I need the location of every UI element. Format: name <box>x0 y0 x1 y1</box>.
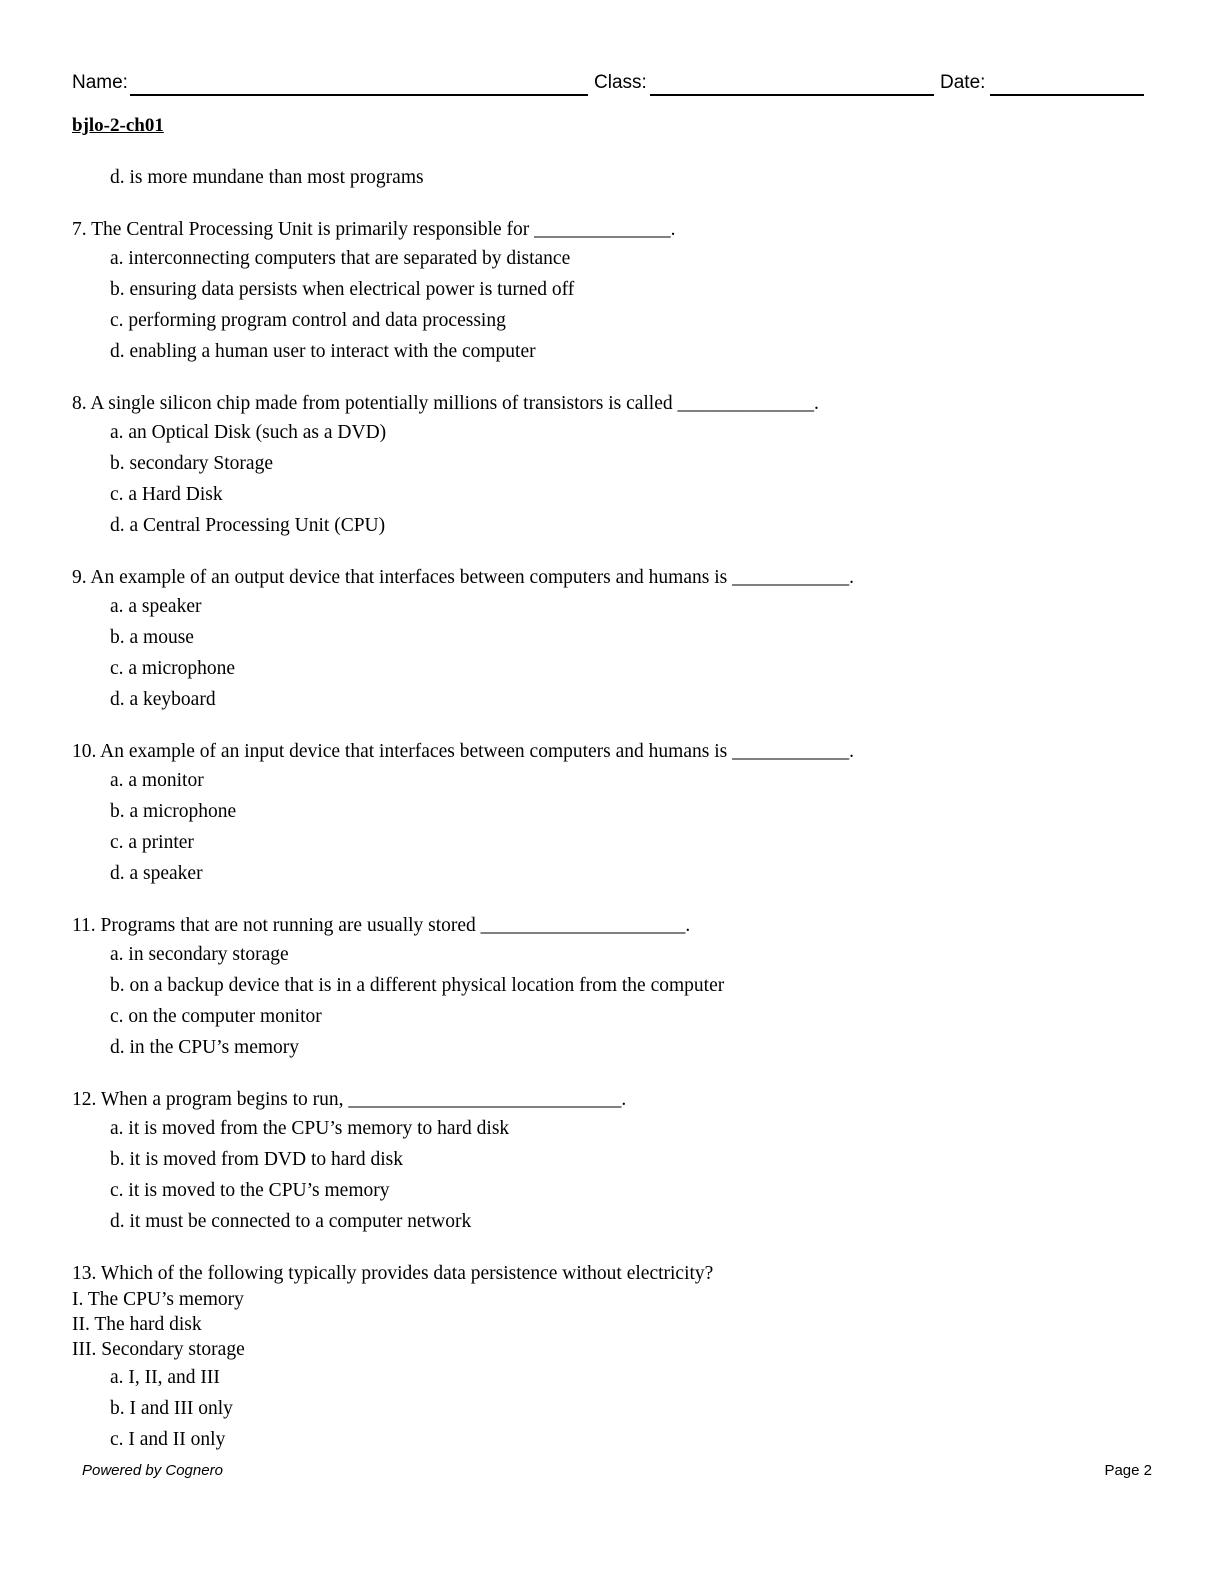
answer-option: d. enabling a human user to interact with the computer <box>110 341 536 362</box>
page-number: Page 2 <box>1104 1462 1152 1479</box>
student-info-header <box>72 72 1144 98</box>
question-statement: II. The hard disk <box>72 1314 202 1335</box>
answer-option: c. a microphone <box>110 658 236 679</box>
answer-option: d. in the CPU’s memory <box>110 1037 300 1058</box>
answer-option: b. it is moved from DVD to hard disk <box>110 1149 404 1170</box>
answer-option: d. it must be connected to a computer network <box>110 1211 472 1232</box>
answer-option: b. a microphone <box>110 801 237 822</box>
powered-by-footer: Powered by Cognero <box>82 1462 223 1479</box>
question-stem: 11. Programs that are not running are usually stored _____________________. <box>72 915 691 936</box>
answer-option: d. a speaker <box>110 863 203 884</box>
class-blank-line <box>650 94 934 96</box>
answer-option: a. a speaker <box>110 596 202 617</box>
answer-option: b. secondary Storage <box>110 453 273 474</box>
answer-option: b. on a backup device that is in a different physical location from the computer <box>110 975 725 996</box>
answer-option: b. a mouse <box>110 627 194 648</box>
name-label: Name: <box>72 72 128 93</box>
question-list <box>72 162 1152 1455</box>
date-blank-line <box>990 94 1144 96</box>
answer-option: c. on the computer monitor <box>110 1006 322 1027</box>
answer-option: c. I and II only <box>110 1429 226 1450</box>
document-id: bjlo-2-ch01 <box>72 115 164 136</box>
answer-option: b. ensuring data persists when electrical power is turned off <box>110 279 575 300</box>
question-stem: 13. Which of the following typically provides data persistence without electricity? <box>72 1263 714 1284</box>
question-stem: 8. A single silicon chip made from potentially millions of transistors is called ______________. <box>72 393 819 414</box>
question-stem: 12. When a program begins to run, ____________________________. <box>72 1089 627 1110</box>
answer-option: a. interconnecting computers that are separated by distance <box>110 248 571 269</box>
answer-option: c. a printer <box>110 832 194 853</box>
answer-option: a. in secondary storage <box>110 944 289 965</box>
answer-option: d. a Central Processing Unit (CPU) <box>110 515 386 536</box>
date-label: Date: <box>940 72 986 93</box>
question-stem: 9. An example of an output device that interfaces between computers and humans is ____________. <box>72 567 854 588</box>
answer-option: c. a Hard Disk <box>110 484 223 505</box>
answer-option: d. a keyboard <box>110 689 216 710</box>
answer-option: a. I, II, and III <box>110 1367 220 1388</box>
question-statement: III. Secondary storage <box>72 1339 245 1360</box>
class-label: Class: <box>594 72 647 93</box>
question-stem: 10. An example of an input device that interfaces between computers and humans is ____________. <box>72 741 854 762</box>
answer-option: a. it is moved from the CPU’s memory to hard disk <box>110 1118 510 1139</box>
answer-option: a. an Optical Disk (such as a DVD) <box>110 422 387 443</box>
answer-option: a. a monitor <box>110 770 204 791</box>
question-statement: I. The CPU’s memory <box>72 1289 244 1310</box>
answer-option: d. is more mundane than most programs <box>110 167 424 188</box>
answer-option: b. I and III only <box>110 1398 233 1419</box>
name-blank-line <box>130 94 588 96</box>
answer-option: c. it is moved to the CPU’s memory <box>110 1180 390 1201</box>
answer-option: c. performing program control and data processing <box>110 310 506 331</box>
question-stem: 7. The Central Processing Unit is primarily responsible for ______________. <box>72 219 676 240</box>
